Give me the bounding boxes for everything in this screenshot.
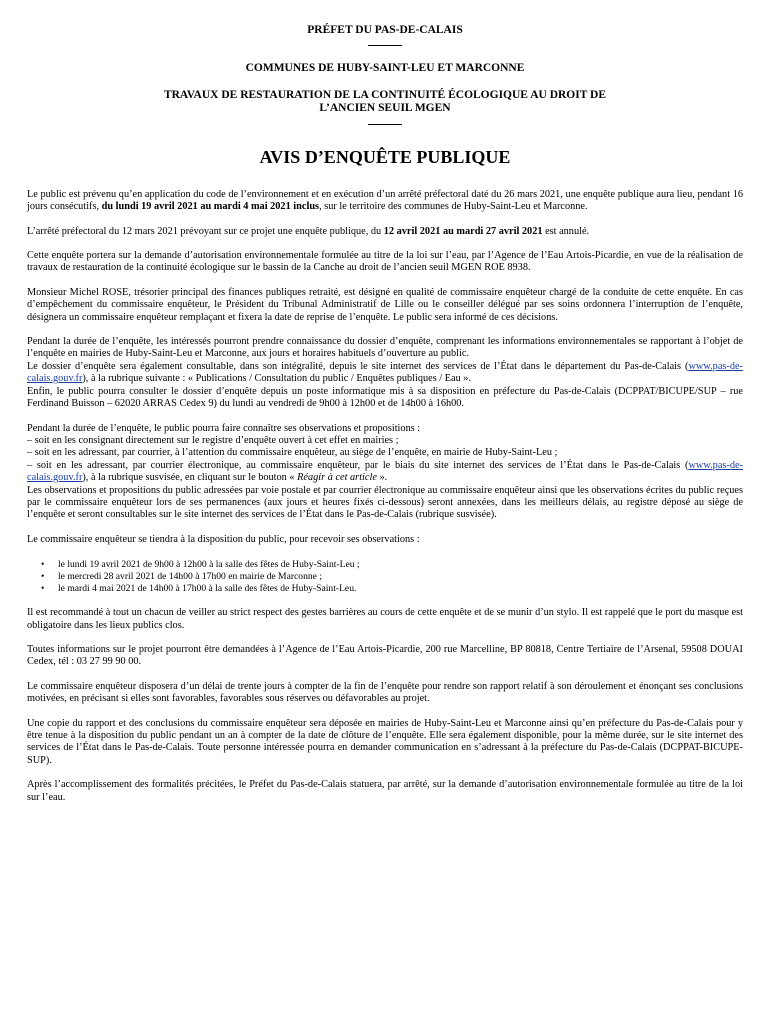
paragraph-report-deadline: Le commissaire enquêteur disposera d’un délai de trente jours à compter de la fin de l’enquête pour rendre son rapport relatif à son déroulement et énonçant ses conclusions motivées, en précisant si elles sont favorables, favorables sous réserves ou défavorables au projet. — [27, 680, 743, 705]
paragraph-contact: Toutes informations sur le projet pourront être demandées à l’Agence de l’Eau Artois-Picardie, 200 rue Marcelline, BP 80818, Centre Tertiaire de l’Arsenal, 59508 DOUAI Cedex, tél : 03 27 99 90 00. — [27, 643, 743, 668]
paragraph-decision: Après l’accomplissement des formalités précitées, le Préfet du Pas-de-Calais statuera, par arrêté, sur la demande d’autorisation environnementale formulée au titre de la loi sur l’eau. — [27, 779, 743, 803]
page-title: AVIS D’ENQUÊTE PUBLIQUE — [259, 146, 511, 167]
paragraph-subject: Cette enquête portera sur la demande d’autorisation environnementale formulée au titre de la loi sur l’eau, par l’Agence de l’Eau Artois-Picardie, en vue de la réalisation de travaux de restauration de la continuité écologique sur le bassin de la Canche au droit de l’ancien seuil MGEN ROE 8938. — [27, 250, 743, 274]
text: ), à la rubrique suivante : « Publications / Consultation du public / Enquêtes publiques / Eau ». — [82, 373, 472, 385]
bullet-icon: • — [41, 571, 45, 583]
list-item: – soit en les adressant, par courrier électronique, au commissaire enquêteur, par le biais du site internet des services de l’État dans le Pas-de-Calais ( — [27, 459, 689, 471]
permanence-list — [27, 559, 743, 595]
notice-page — [27, 22, 743, 804]
paragraph-health-measures: Il est recommandé à tout un chacun de veiller au strict respect des gestes barrières au cours de cette enquête et de se munir d’un stylo. Il est rappelé que le port du masque est obligatoire dans les lieux publics clos. — [27, 607, 743, 631]
paragraph-announcement — [27, 189, 743, 214]
inquiry-dates: du lundi 19 avril 2021 au mardi 4 mai 2021 inclus — [101, 201, 320, 213]
bullet-icon: • — [41, 583, 45, 595]
session-text: le mercredi 28 avril 2021 de 14h00 à 17h00 en mairie de Marconne ; — [58, 571, 323, 583]
list-item — [27, 559, 743, 571]
cancelled-dates: 12 avril 2021 au mardi 27 avril 2021 — [383, 225, 543, 237]
paragraph-cancellation — [27, 226, 743, 238]
paragraph-permanences: Le commissaire enquêteur se tiendra à la disposition du public, pour recevoir ses observations : — [27, 533, 420, 545]
works-heading-line-2: L’ANCIEN SEUIL MGEN — [319, 101, 451, 114]
text: Pendant la durée de l’enquête, les intéressés pourront prendre connaissance du dossier d’enquête, comprenant les informations environnementales se rapportant à l’objet de l’enquête en mairies de Huby-Saint-Leu et Marconne, aux jours et horaires habituels d’ouverture au public. — [27, 336, 743, 360]
prefecture-heading: PRÉFET DU PAS-DE-CALAIS — [307, 24, 463, 36]
text: ». — [376, 472, 388, 484]
works-heading-line-1: TRAVAUX DE RESTAURATION DE LA CONTINUITÉ ÉCOLOGIQUE AU DROIT DE — [163, 88, 607, 101]
react-button-label: Réagir à cet article — [297, 472, 377, 484]
paragraph-observations — [27, 423, 743, 522]
prefecture-website-link[interactable]: www.pas-de-calais.gouv.fr — [27, 360, 743, 385]
heading-divider — [368, 124, 402, 125]
text: , sur le territoire des communes de Huby-Saint-Leu et Marconne. — [319, 201, 588, 213]
text: Le public est prévenu qu’en application du code de l’environnement et en exécution d’un arrêté préfectoral daté du 26 mars 2021, une enquête publique aura lieu, pendant 16 jours consécutifs, — [27, 188, 743, 213]
paragraph-report-availability: Une copie du rapport et des conclusions du commissaire enquêteur sera déposée en mairies de Huby-Saint-Leu et Marconne ainsi qu’en préfecture du Pas-de-Calais pour y être tenue à la disposition du public pendant un an à compter de la date de clôture de l’enquête. Elle sera également disponible, pour la même durée, sur le site internet des services de l’État dans le Pas-de-Calais. Toute personne intéressée pourra en demander communication en s’adressant à la préfecture du Pas-de-Calais (DCPPAT-BICUPE-SUP). — [27, 717, 743, 766]
session-text: le lundi 19 avril 2021 de 9h00 à 12h00 à la salle des fêtes de Huby-Saint-Leu ; — [58, 559, 360, 571]
paragraph-consultation — [27, 336, 743, 410]
communes-heading: COMMUNES DE HUBY-SAINT-LEU ET MARCONNE — [245, 62, 525, 75]
text: est annulé. — [542, 225, 590, 237]
list-item: – soit en les consignant directement sur le registre d’enquête ouvert à cet effet en mairies ; — [27, 434, 399, 446]
text: Pendant la durée de l’enquête, le public pourra faire connaître ses observations et propositions : — [27, 422, 421, 434]
session-text: le mardi 4 mai 2021 de 14h00 à 17h00 à la salle des fêtes de Huby-Saint-Leu. — [58, 583, 357, 595]
text: L’arrêté préfectoral du 12 mars 2021 prévoyant sur ce projet une enquête publique, du — [27, 225, 384, 237]
text: Les observations et propositions du public adressées par voie postale et par courrier électronique au commissaire enquêteur ainsi que les observations écrites du public reçues par le commissaire enquêteur lors de ses permanences (aux jours et heures fixés ci-dessous) seront annexées, dans les meilleurs délais, au registre déposé au siège de l’enquête et seront consultables sur le site internet des services de l’État dans le Pas-de-Calais (rubrique susvisée). — [27, 484, 743, 521]
text: Le dossier d’enquête sera également consultable, dans son intégralité, depuis le site internet des services de l’État dans le département du Pas-de-Calais ( — [27, 360, 689, 372]
list-item: – soit en les adressant, par courrier, à l’attention du commissaire enquêteur, au siège de l’enquête, en mairie de Huby-Saint-Leu ; — [27, 447, 558, 459]
text: Enfin, le public pourra consulter le dossier d’enquête depuis un poste informatique mis à sa disposition en préfecture du Pas-de-Calais (DCPPAT/BICUPE/SUP – rue Ferdinand Buisson – 62020 ARRAS Cedex 9) du lundi au vendredi de 9h00 à 12h00 et de 14h00 à 16h00. — [27, 385, 743, 410]
bullet-icon: • — [41, 559, 45, 571]
list-item — [27, 583, 743, 595]
list-item — [27, 571, 743, 583]
works-heading — [27, 89, 743, 115]
heading-divider — [368, 45, 402, 46]
prefecture-website-link[interactable]: www.pas-de-calais.gouv.fr — [27, 459, 743, 484]
paragraph-commissioner: Monsieur Michel ROSE, trésorier principal des finances publiques retraité, est désigné en qualité de commissaire enquêteur chargé de la conduite de cette enquête. En cas d’empêchement du commissaire enquêteur, le Président du Tribunal Administratif de Lille ou le conseiller délégué par ses soins ordonnera l’interruption de l’enquête, désignera un commissaire enquêteur remplaçant et fixera la date de reprise de l’enquête. Le public sera informé de ces décisions. — [27, 286, 743, 323]
text: ), à la rubrique susvisée, en cliquant sur le bouton « — [82, 472, 298, 484]
